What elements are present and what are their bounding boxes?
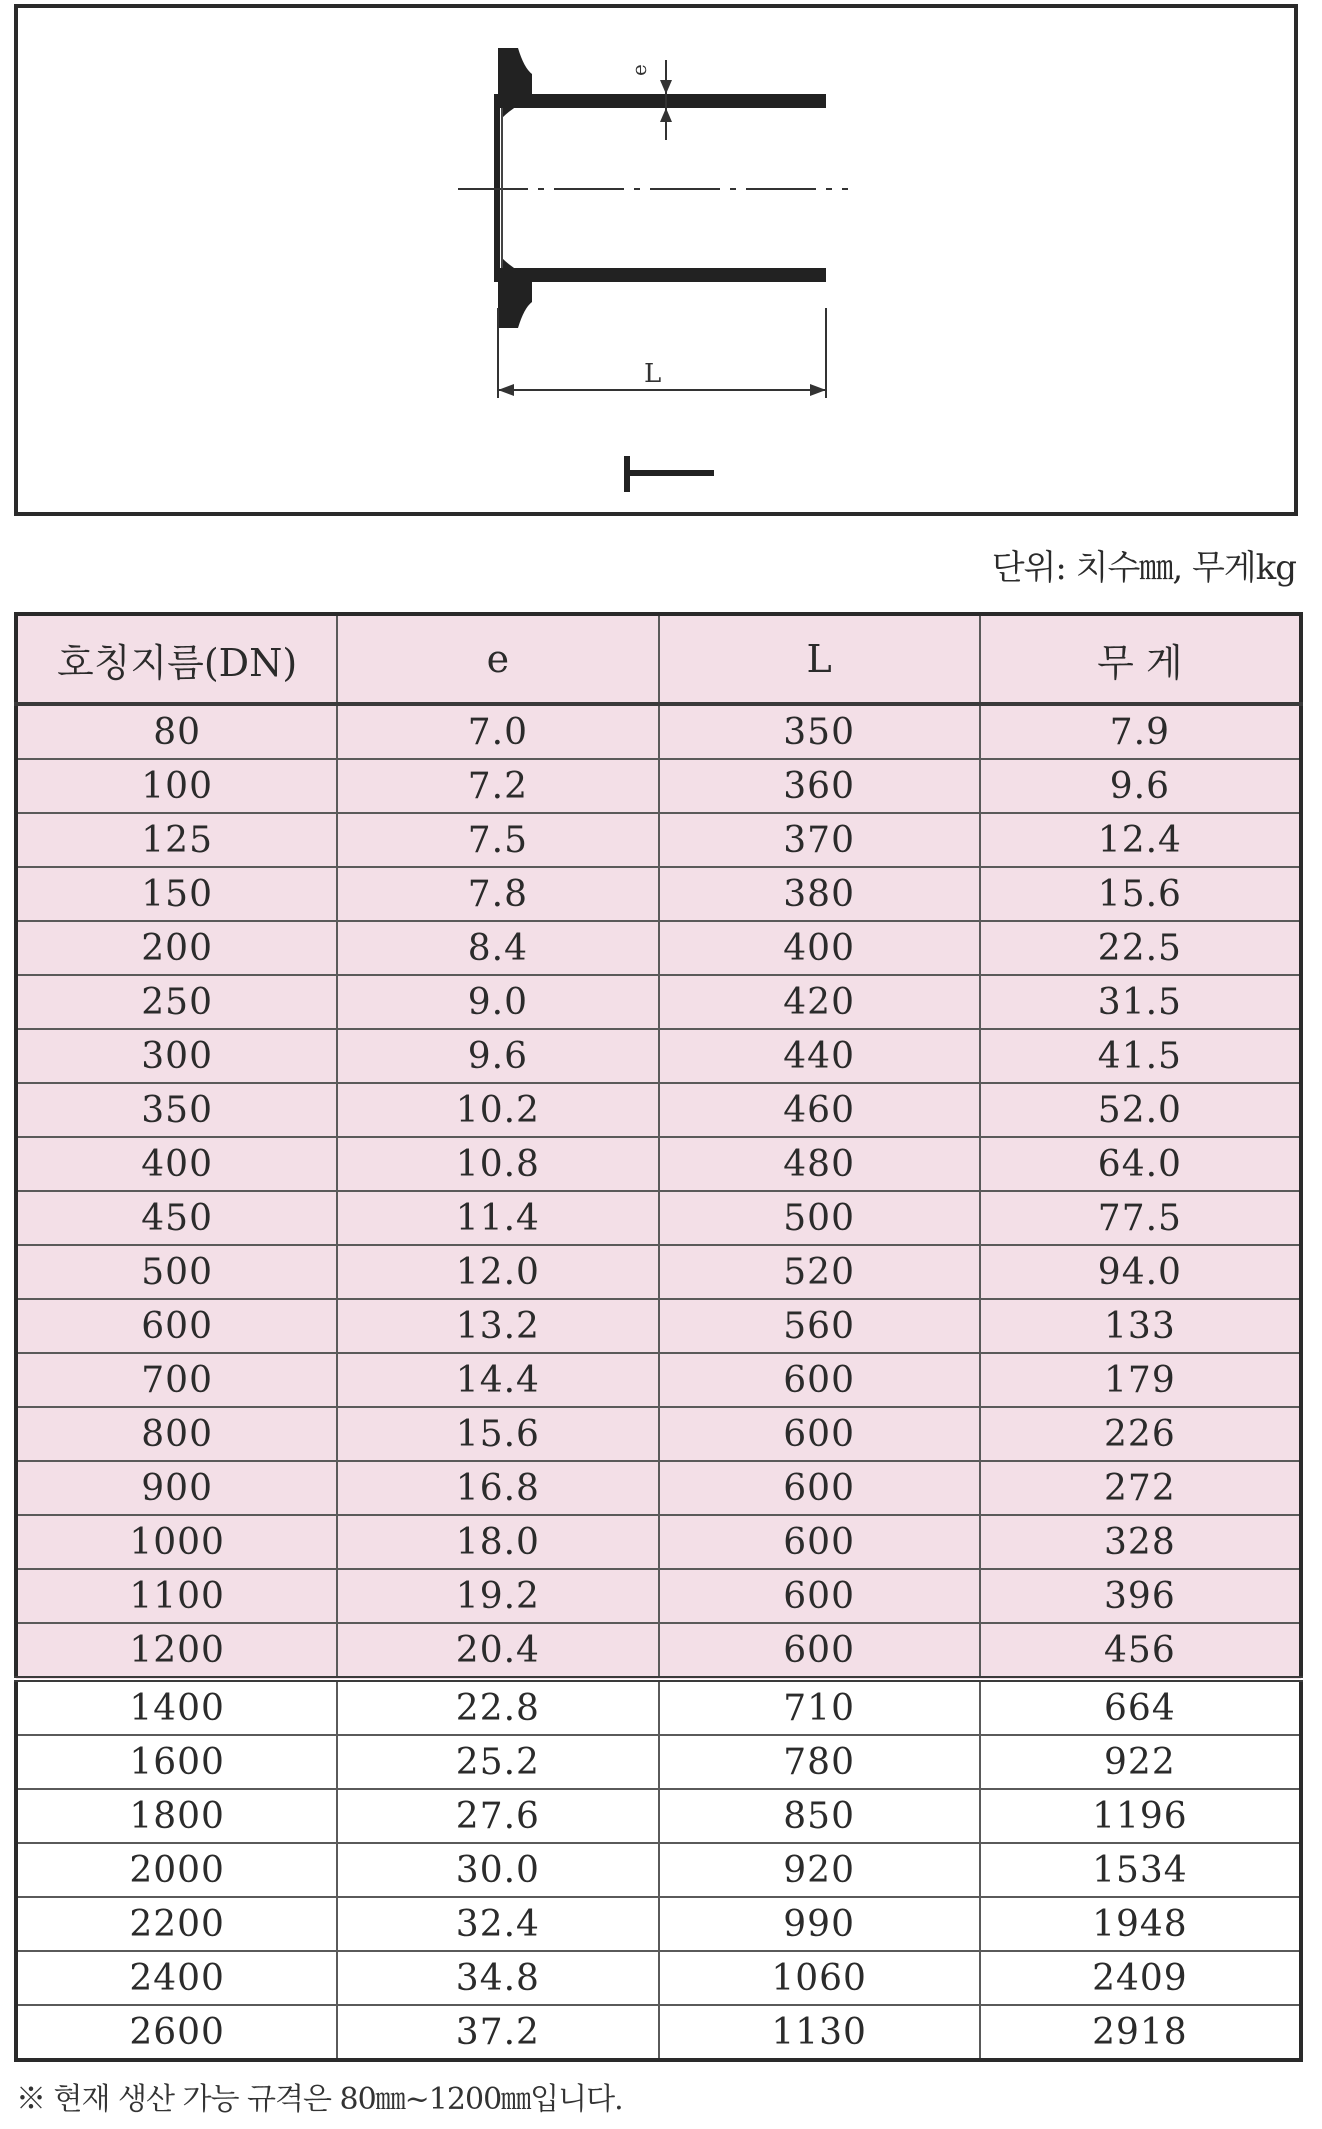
cell-e: 7.5 — [337, 813, 658, 867]
cell-e: 10.8 — [337, 1137, 658, 1191]
cell-l: 1060 — [659, 1951, 980, 2005]
cell-l: 600 — [659, 1623, 980, 1679]
table-row — [16, 1515, 1301, 1569]
cell-e: 7.0 — [337, 704, 658, 759]
spec-table-body — [16, 704, 1301, 2060]
cell-weight: 94.0 — [980, 1245, 1301, 1299]
cell-dn: 1000 — [16, 1515, 337, 1569]
cell-l: 600 — [659, 1407, 980, 1461]
cell-weight: 664 — [980, 1679, 1301, 1735]
table-row — [16, 1735, 1301, 1789]
cell-l: 600 — [659, 1461, 980, 1515]
table-row — [16, 1029, 1301, 1083]
e-dimension-label: e — [627, 64, 651, 76]
cell-e: 32.4 — [337, 1897, 658, 1951]
cell-e: 34.8 — [337, 1951, 658, 2005]
cell-e: 20.4 — [337, 1623, 658, 1679]
unit-note: 단위: 치수㎜, 무게kg — [991, 548, 1296, 588]
cell-l: 480 — [659, 1137, 980, 1191]
table-row — [16, 1407, 1301, 1461]
cell-e: 9.0 — [337, 975, 658, 1029]
cell-weight: 41.5 — [980, 1029, 1301, 1083]
cell-e: 30.0 — [337, 1843, 658, 1897]
table-row — [16, 975, 1301, 1029]
table-row — [16, 1083, 1301, 1137]
cell-l: 600 — [659, 1353, 980, 1407]
cell-l: 460 — [659, 1083, 980, 1137]
table-row — [16, 1623, 1301, 1679]
cell-weight: 7.9 — [980, 704, 1301, 759]
cell-l: 520 — [659, 1245, 980, 1299]
cell-dn: 700 — [16, 1353, 337, 1407]
cell-weight: 272 — [980, 1461, 1301, 1515]
cell-e: 8.4 — [337, 921, 658, 975]
production-footnote: ※ 현재 생산 가능 규격은 80㎜~1200㎜입니다. — [16, 2082, 623, 2117]
cell-l: 920 — [659, 1843, 980, 1897]
cell-dn: 450 — [16, 1191, 337, 1245]
cell-dn: 1800 — [16, 1789, 337, 1843]
cell-e: 7.8 — [337, 867, 658, 921]
cell-l: 360 — [659, 759, 980, 813]
cell-l: 380 — [659, 867, 980, 921]
cell-l: 440 — [659, 1029, 980, 1083]
cell-e: 10.2 — [337, 1083, 658, 1137]
table-row — [16, 1137, 1301, 1191]
table-row — [16, 1461, 1301, 1515]
cell-e: 13.2 — [337, 1299, 658, 1353]
cell-e: 19.2 — [337, 1569, 658, 1623]
table-row — [16, 1843, 1301, 1897]
cell-e: 18.0 — [337, 1515, 658, 1569]
flanged-pipe-diagram — [18, 8, 1294, 512]
cell-l: 850 — [659, 1789, 980, 1843]
cell-e: 11.4 — [337, 1191, 658, 1245]
cell-dn: 200 — [16, 921, 337, 975]
cell-dn: 2200 — [16, 1897, 337, 1951]
cell-e: 22.8 — [337, 1679, 658, 1735]
cell-weight: 15.6 — [980, 867, 1301, 921]
table-row — [16, 1245, 1301, 1299]
cell-dn: 2400 — [16, 1951, 337, 2005]
cell-e: 16.8 — [337, 1461, 658, 1515]
cell-dn: 100 — [16, 759, 337, 813]
header-e: e — [337, 614, 658, 704]
cell-l: 600 — [659, 1515, 980, 1569]
table-header-row — [16, 614, 1301, 704]
cell-l: 500 — [659, 1191, 980, 1245]
cell-weight: 133 — [980, 1299, 1301, 1353]
table-row — [16, 704, 1301, 759]
cell-weight: 2918 — [980, 2005, 1301, 2060]
table-row — [16, 1353, 1301, 1407]
cell-dn: 150 — [16, 867, 337, 921]
cell-weight: 22.5 — [980, 921, 1301, 975]
cell-l: 400 — [659, 921, 980, 975]
table-row — [16, 1569, 1301, 1623]
table-row — [16, 1897, 1301, 1951]
header-l: L — [659, 614, 980, 704]
top-pipe-wall — [502, 94, 826, 108]
cell-l: 1130 — [659, 2005, 980, 2060]
table-row — [16, 759, 1301, 813]
cell-l: 600 — [659, 1569, 980, 1623]
table-row — [16, 921, 1301, 975]
table-row — [16, 1951, 1301, 2005]
cell-dn: 500 — [16, 1245, 337, 1299]
cell-e: 15.6 — [337, 1407, 658, 1461]
cell-dn: 1200 — [16, 1623, 337, 1679]
table-row — [16, 1191, 1301, 1245]
cell-weight: 456 — [980, 1623, 1301, 1679]
cell-dn: 2000 — [16, 1843, 337, 1897]
cell-dn: 80 — [16, 704, 337, 759]
header-dn: 호칭지름(DN) — [16, 614, 337, 704]
table-row — [16, 2005, 1301, 2060]
cell-l: 710 — [659, 1679, 980, 1735]
header-weight: 무 게 — [980, 614, 1301, 704]
table-row — [16, 1679, 1301, 1735]
cell-e: 27.6 — [337, 1789, 658, 1843]
flange-spigot-symbol-icon — [624, 456, 714, 492]
cell-e: 9.6 — [337, 1029, 658, 1083]
cell-weight: 1196 — [980, 1789, 1301, 1843]
cell-l: 420 — [659, 975, 980, 1029]
cell-weight: 77.5 — [980, 1191, 1301, 1245]
cell-dn: 1600 — [16, 1735, 337, 1789]
cell-weight: 226 — [980, 1407, 1301, 1461]
cell-e: 12.0 — [337, 1245, 658, 1299]
bottom-pipe-wall — [502, 268, 826, 282]
cell-weight: 31.5 — [980, 975, 1301, 1029]
cell-weight: 2409 — [980, 1951, 1301, 2005]
cell-e: 14.4 — [337, 1353, 658, 1407]
cell-weight: 1948 — [980, 1897, 1301, 1951]
cell-weight: 64.0 — [980, 1137, 1301, 1191]
cell-dn: 900 — [16, 1461, 337, 1515]
cell-dn: 400 — [16, 1137, 337, 1191]
cell-weight: 52.0 — [980, 1083, 1301, 1137]
pipe-drawing-panel — [14, 4, 1298, 516]
cell-weight: 12.4 — [980, 813, 1301, 867]
cell-dn: 600 — [16, 1299, 337, 1353]
cell-l: 990 — [659, 1897, 980, 1951]
cell-l: 370 — [659, 813, 980, 867]
cell-weight: 9.6 — [980, 759, 1301, 813]
cell-dn: 250 — [16, 975, 337, 1029]
cell-dn: 1100 — [16, 1569, 337, 1623]
cell-weight: 922 — [980, 1735, 1301, 1789]
cell-dn: 1400 — [16, 1679, 337, 1735]
cell-weight: 179 — [980, 1353, 1301, 1407]
cell-dn: 125 — [16, 813, 337, 867]
table-row — [16, 867, 1301, 921]
spec-table — [14, 612, 1303, 2062]
cell-e: 25.2 — [337, 1735, 658, 1789]
table-row — [16, 813, 1301, 867]
cell-l: 560 — [659, 1299, 980, 1353]
cell-e: 37.2 — [337, 2005, 658, 2060]
cell-dn: 350 — [16, 1083, 337, 1137]
cell-e: 7.2 — [337, 759, 658, 813]
cell-dn: 300 — [16, 1029, 337, 1083]
cell-weight: 1534 — [980, 1843, 1301, 1897]
cell-weight: 328 — [980, 1515, 1301, 1569]
cell-dn: 2600 — [16, 2005, 337, 2060]
L-dimension-label: L — [644, 359, 662, 389]
cell-dn: 800 — [16, 1407, 337, 1461]
cell-l: 780 — [659, 1735, 980, 1789]
table-row — [16, 1789, 1301, 1843]
cell-l: 350 — [659, 704, 980, 759]
cell-weight: 396 — [980, 1569, 1301, 1623]
table-row — [16, 1299, 1301, 1353]
